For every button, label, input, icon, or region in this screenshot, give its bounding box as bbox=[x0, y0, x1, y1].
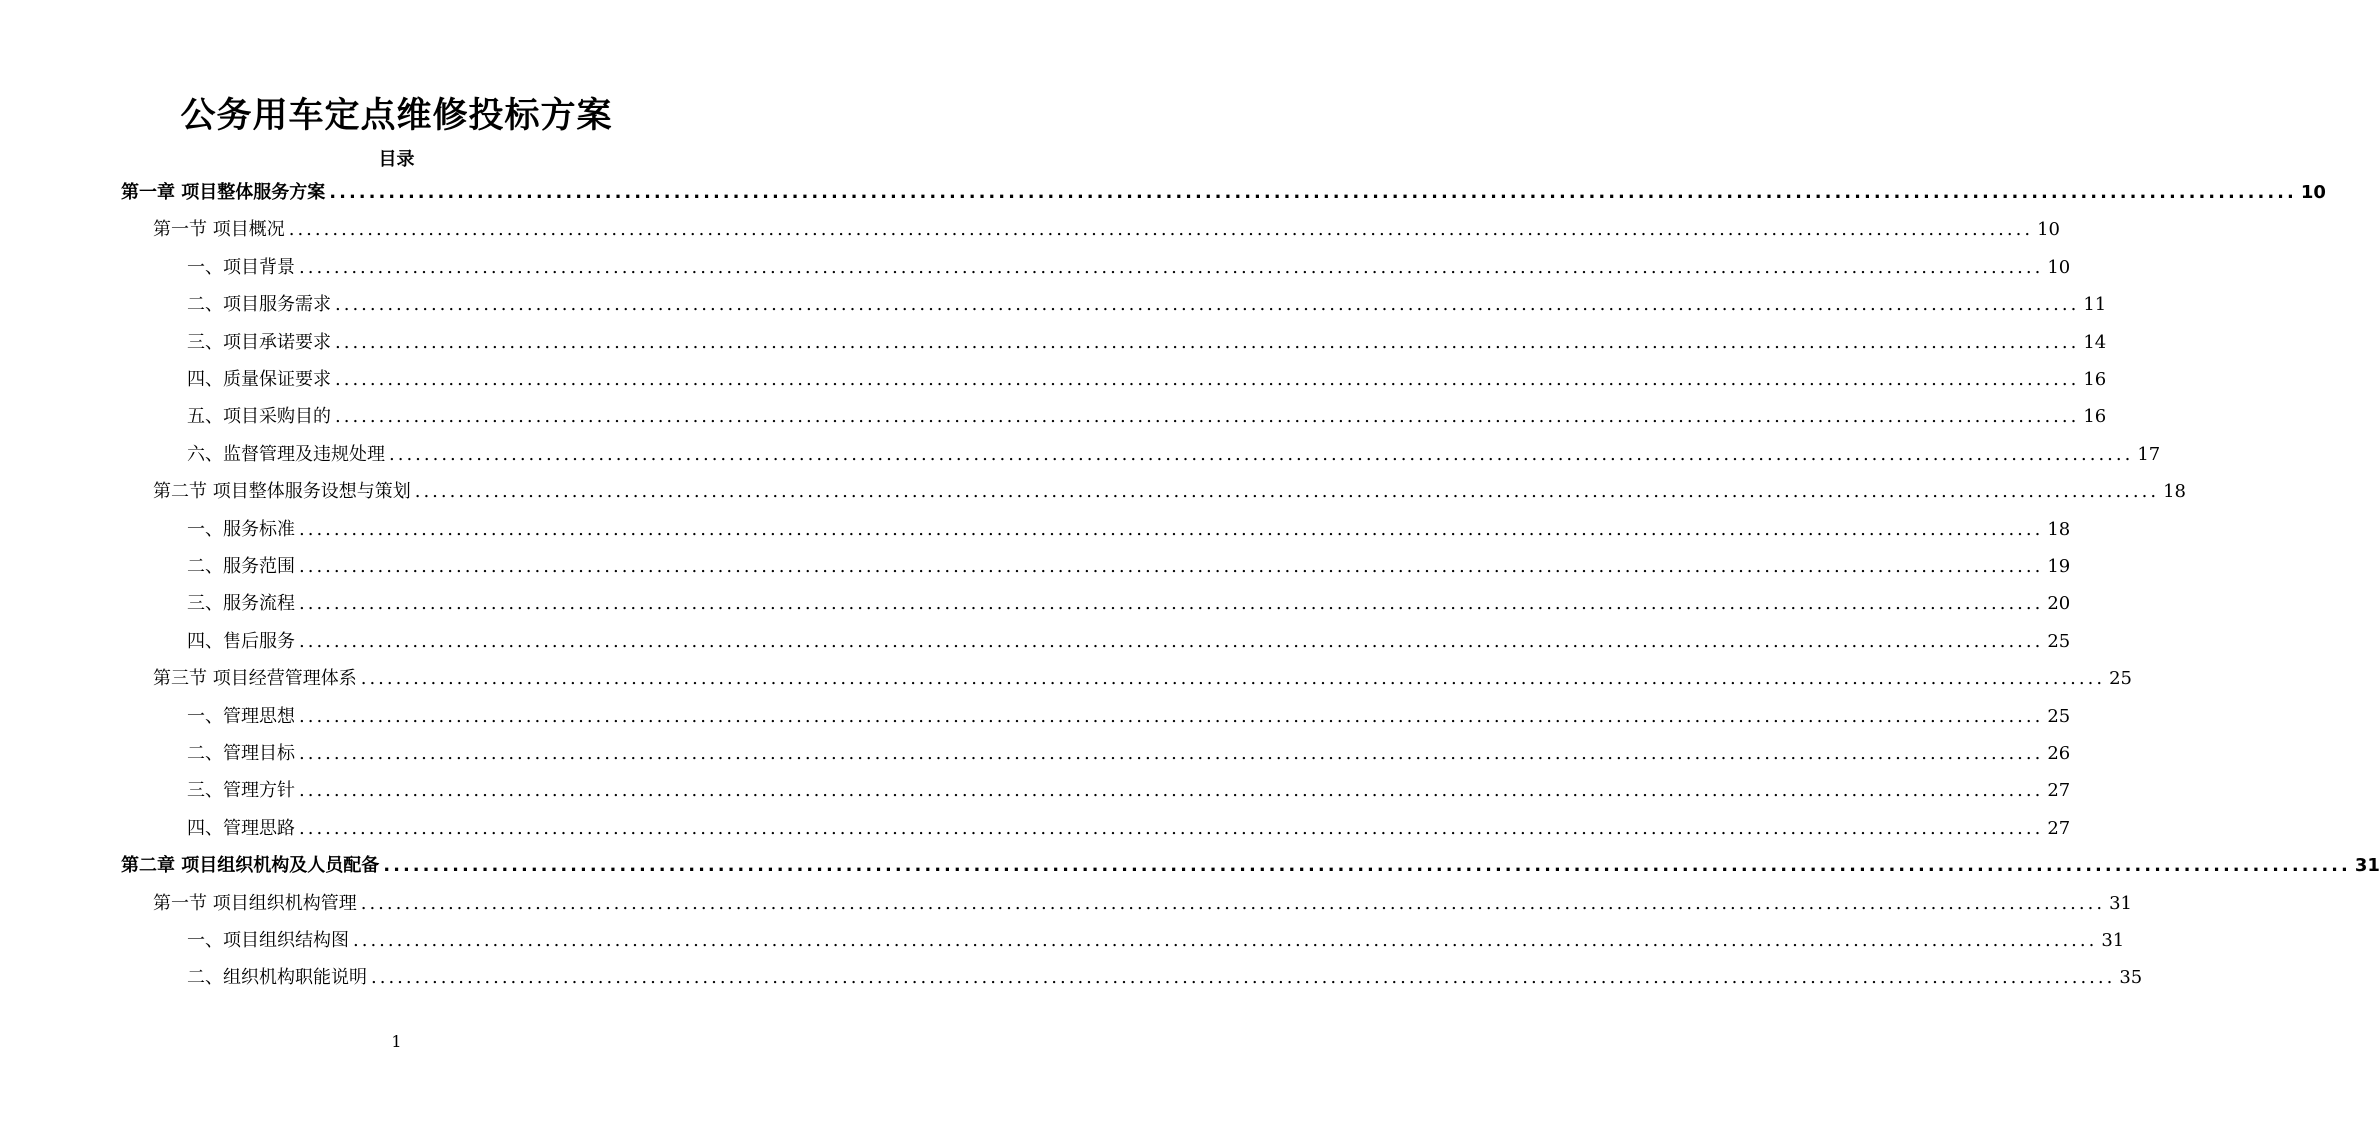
toc-entry-page: 19 bbox=[2047, 556, 2071, 577]
toc-entry-label: 四、质量保证要求 bbox=[187, 369, 331, 390]
toc-subsection-entry[interactable] bbox=[187, 290, 2107, 320]
toc-entry-page: 10 bbox=[2037, 219, 2060, 241]
toc-subsection-entry[interactable] bbox=[187, 440, 2161, 470]
toc-subsection-entry[interactable] bbox=[187, 552, 2071, 582]
toc-chapter-entry[interactable] bbox=[121, 178, 2326, 208]
toc-entry-label: 三、管理方针 bbox=[187, 780, 295, 802]
toc-entry-page: 14 bbox=[2083, 331, 2107, 353]
toc-dot-leader: ........................................................................................................................................................................................................ bbox=[288, 219, 2034, 241]
toc-entry-page: 18 bbox=[2163, 481, 2186, 503]
toc-dot-leader: ........................................................................................................................................................................................................ bbox=[335, 369, 2080, 390]
toc-dot-leader: ........................................................................................................................................................................................................ bbox=[371, 967, 2116, 989]
toc-dot-leader: ........................................................................................................................................................................................................ bbox=[329, 182, 2297, 203]
toc-entry-page: 31 bbox=[2354, 855, 2380, 877]
toc-subsection-entry[interactable] bbox=[187, 515, 2071, 545]
toc-subsection-entry[interactable] bbox=[187, 402, 2107, 432]
toc-dot-leader: ........................................................................................................................................................................................................ bbox=[299, 630, 2044, 652]
toc-chapter-entry[interactable] bbox=[121, 851, 2380, 881]
toc-heading: 目录 bbox=[378, 149, 415, 170]
toc-entry-label: 四、售后服务 bbox=[187, 630, 295, 652]
toc-dot-leader: ........................................................................................................................................................................................................ bbox=[353, 930, 2098, 951]
toc-subsection-entry[interactable] bbox=[187, 589, 2071, 619]
toc-entry-page: 31 bbox=[2101, 930, 2125, 951]
toc-dot-leader: ........................................................................................................................................................................................................ bbox=[299, 593, 2044, 615]
toc-subsection-entry[interactable] bbox=[187, 926, 2125, 956]
toc-subsection-entry[interactable] bbox=[187, 963, 2143, 993]
toc-dot-leader: ........................................................................................................................................................................................................ bbox=[299, 705, 2044, 727]
toc-section-entry[interactable] bbox=[153, 889, 2132, 919]
toc-entry-label: 三、项目承诺要求 bbox=[187, 331, 331, 353]
toc-entry-label: 五、项目采购目的 bbox=[187, 406, 331, 428]
toc-entry-page: 27 bbox=[2047, 780, 2071, 802]
toc-entry-label: 一、项目组织结构图 bbox=[187, 930, 349, 951]
toc-subsection-entry[interactable] bbox=[187, 627, 2071, 657]
toc-entry-page: 31 bbox=[2109, 892, 2132, 914]
toc-subsection-entry[interactable] bbox=[187, 253, 2071, 283]
toc-entry-label: 一、服务标准 bbox=[187, 518, 295, 540]
toc-entry-page: 25 bbox=[2109, 668, 2132, 690]
toc-section-entry[interactable] bbox=[153, 215, 2060, 245]
toc-dot-leader: ........................................................................................................................................................................................................ bbox=[299, 817, 2044, 839]
toc-dot-leader: ........................................................................................................................................................................................................ bbox=[335, 294, 2080, 316]
toc-entry-page: 16 bbox=[2083, 406, 2107, 428]
toc-subsection-entry[interactable] bbox=[187, 776, 2071, 806]
toc-entry-label: 第一章 项目整体服务方案 bbox=[121, 182, 326, 203]
toc-entry-label: 四、管理思路 bbox=[187, 817, 295, 839]
toc-dot-leader: ........................................................................................................................................................................................................ bbox=[360, 892, 2106, 914]
toc-subsection-entry[interactable] bbox=[187, 814, 2071, 844]
toc-subsection-entry[interactable] bbox=[187, 739, 2071, 769]
toc-section-entry[interactable] bbox=[153, 664, 2132, 694]
toc-entry-label: 第一节 项目概况 bbox=[153, 219, 285, 241]
toc-dot-leader: ........................................................................................................................................................................................................ bbox=[335, 331, 2080, 353]
toc-entry-page: 25 bbox=[2047, 630, 2071, 652]
toc-entry-page: 11 bbox=[2083, 294, 2107, 316]
toc-subsection-entry[interactable] bbox=[187, 365, 2107, 395]
toc-entry-page: 16 bbox=[2083, 369, 2107, 390]
toc-entry-label: 第二节 项目整体服务设想与策划 bbox=[153, 481, 411, 503]
toc-entry-label: 二、组织机构职能说明 bbox=[187, 967, 367, 989]
toc-entry-label: 二、项目服务需求 bbox=[187, 294, 331, 316]
toc-subsection-entry[interactable] bbox=[187, 328, 2107, 358]
toc-entry-page: 17 bbox=[2137, 443, 2161, 465]
toc-entry-label: 第三节 项目经营管理体系 bbox=[153, 668, 357, 690]
toc-subsection-entry[interactable] bbox=[187, 702, 2071, 732]
toc-entry-page: 27 bbox=[2047, 817, 2071, 839]
toc-entry-label: 二、服务范围 bbox=[187, 556, 295, 577]
toc-entry-label: 六、监督管理及违规处理 bbox=[187, 443, 385, 465]
toc-entry-page: 10 bbox=[2300, 182, 2326, 203]
toc-entry-label: 二、管理目标 bbox=[187, 743, 295, 764]
toc-entry-label: 第一节 项目组织机构管理 bbox=[153, 892, 357, 914]
toc-entry-page: 26 bbox=[2047, 743, 2071, 764]
toc-dot-leader: ........................................................................................................................................................................................................ bbox=[389, 443, 2134, 465]
toc-dot-leader: ........................................................................................................................................................................................................ bbox=[299, 556, 2044, 577]
toc-dot-leader: ........................................................................................................................................................................................................ bbox=[414, 481, 2160, 503]
toc-entry-page: 35 bbox=[2119, 967, 2143, 989]
toc-dot-leader: ........................................................................................................................................................................................................ bbox=[299, 256, 2044, 278]
toc-dot-leader: ........................................................................................................................................................................................................ bbox=[299, 743, 2044, 764]
page-number: 1 bbox=[391, 1032, 402, 1051]
toc-dot-leader: ........................................................................................................................................................................................................ bbox=[299, 518, 2044, 540]
toc-entry-page: 25 bbox=[2047, 705, 2071, 727]
toc-dot-leader: ........................................................................................................................................................................................................ bbox=[335, 406, 2080, 428]
toc-entry-page: 18 bbox=[2047, 518, 2071, 540]
toc-entry-label: 三、服务流程 bbox=[187, 593, 295, 615]
document-title: 公务用车定点维修投标方案 bbox=[180, 96, 613, 136]
toc-entry-label: 第二章 项目组织机构及人员配备 bbox=[121, 855, 380, 877]
toc-entry-page: 20 bbox=[2047, 593, 2071, 615]
toc-entry-label: 一、项目背景 bbox=[187, 256, 295, 278]
toc-entry-label: 一、管理思想 bbox=[187, 705, 295, 727]
toc-dot-leader: ........................................................................................................................................................................................................ bbox=[299, 780, 2044, 802]
toc-dot-leader: ........................................................................................................................................................................................................ bbox=[360, 668, 2106, 690]
toc-entry-page: 10 bbox=[2047, 256, 2071, 278]
toc-section-entry[interactable] bbox=[153, 477, 2186, 507]
toc-dot-leader: ........................................................................................................................................................................................................ bbox=[383, 855, 2351, 877]
